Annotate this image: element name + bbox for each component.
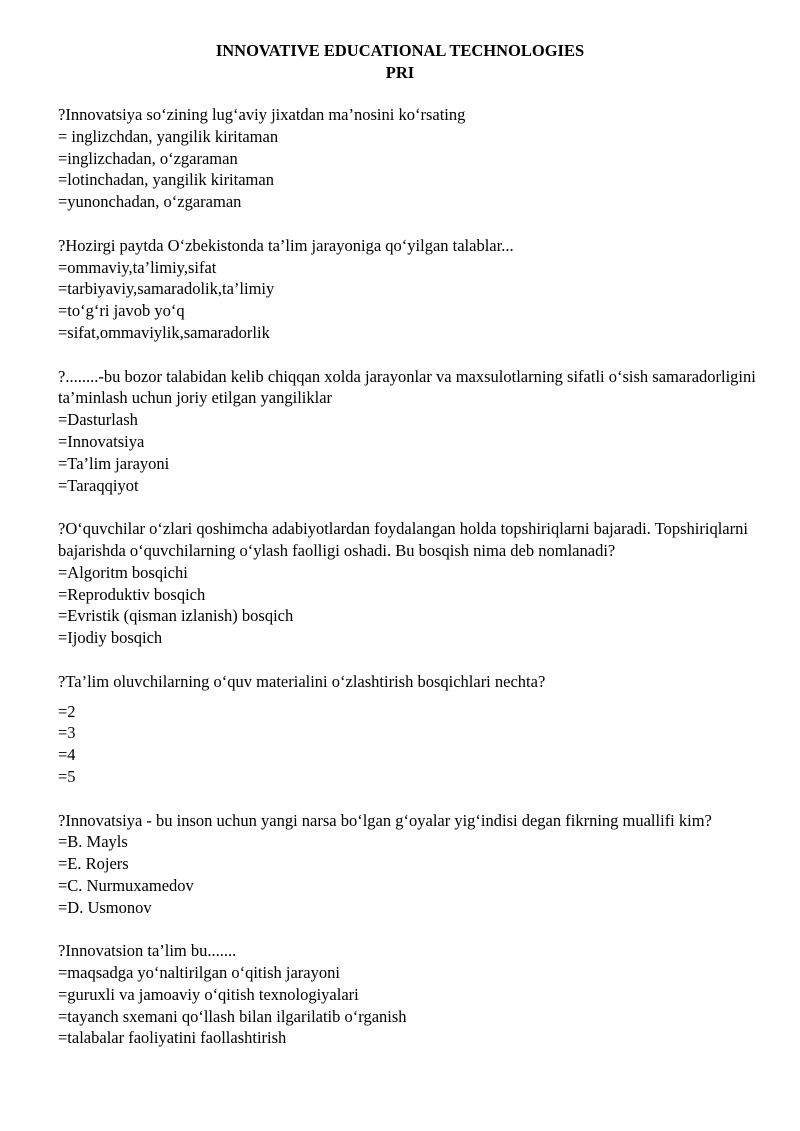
- answer-option: =Evristik (qisman izlanish) bosqich: [58, 606, 294, 626]
- answer-option: =Ijodiy bosqich: [58, 628, 163, 648]
- answer-option: =Ta’lim jarayoni: [58, 453, 170, 473]
- answer-option: =yunonchadan, o‘zgaraman: [58, 192, 242, 212]
- answer-option: =to‘g‘ri javob yo‘q: [58, 301, 185, 321]
- question-prompt: ?Ta’lim oluvchilarning o‘quv materialini o‘zlashtirish bosqichlari nechta?: [58, 671, 546, 691]
- answer-option: =guruxli va jamoaviy o‘qitish texnologiyalari: [58, 984, 359, 1004]
- title-line-2: PRI: [385, 62, 415, 82]
- document-title: [0, 40, 800, 83]
- answer-option: =lotinchadan, yangilik kiritaman: [58, 170, 274, 190]
- answer-option: =C. Nurmuxamedov: [58, 875, 194, 895]
- question-5: [58, 671, 758, 788]
- answer-option: =4: [58, 745, 76, 765]
- question-4: [58, 518, 758, 649]
- question-prompt: ?Innovatsion ta’lim bu.......: [58, 941, 237, 961]
- answer-option: =maqsadga yo‘naltirilgan o‘qitish jarayoni: [58, 963, 340, 983]
- question-prompt: ?O‘quvchilar o‘zlari qoshimcha adabiyotlardan foydalangan holda topshiriqlarni bajaradi. Topshiriqlarni bajarishda o‘quvchilarning o‘ylash faolligi oshadi. Bu bosqish nima deb nomlanadi?: [58, 519, 748, 560]
- answer-option: =2: [58, 701, 76, 721]
- answer-option: =Dasturlash: [58, 410, 138, 430]
- answer-option: =Taraqqiyot: [58, 475, 139, 495]
- answer-option: =Algoritm bosqichi: [58, 562, 188, 582]
- answer-option: =inglizchadan, o‘zgaraman: [58, 148, 238, 168]
- answer-option: =tarbiyaviy,samaradolik,ta’limiy: [58, 279, 275, 299]
- question-prompt: ?Innovatsiya so‘zining lug‘aviy jixatdan ma’nosini ko‘rsating: [58, 105, 466, 124]
- answer-option: =tayanch sxemani qo‘llash bilan ilgarilatib o‘rganish: [58, 1006, 407, 1026]
- answer-option: =Innovatsiya: [58, 431, 145, 451]
- question-prompt: ?Hozirgi paytda O‘zbekistonda ta’lim jarayoniga qo‘yilgan talablar...: [58, 235, 514, 255]
- answer-option: = inglizchdan, yangilik kiritaman: [58, 126, 279, 146]
- answer-option: =E. Rojers: [58, 854, 129, 874]
- question-1: [58, 104, 758, 213]
- answer-option: =D. Usmonov: [58, 897, 152, 917]
- answer-option: =talabalar faoliyatini faollashtirish: [58, 1028, 287, 1048]
- question-7: [58, 940, 758, 1049]
- answer-option: =3: [58, 723, 76, 743]
- answer-option: =B. Mayls: [58, 832, 128, 852]
- question-3: [58, 366, 758, 497]
- question-6: [58, 810, 758, 919]
- question-2: [58, 235, 758, 344]
- question-prompt: ?Innovatsiya - bu inson uchun yangi narsa bo‘lgan g‘oyalar yig‘indisi degan fikrning muallifi kim?: [58, 810, 712, 830]
- answer-option: =sifat,ommaviylik,samaradorlik: [58, 322, 270, 342]
- answer-option: =ommaviy,ta’limiy,sifat: [58, 257, 217, 277]
- question-prompt: ?........-bu bozor talabidan kelib chiqqan xolda jarayonlar va maxsulotlarning sifatli o‘sish samaradorligini ta’minlash uchun joriy etilgan yangiliklar: [58, 366, 756, 408]
- title-line-1: INNOVATIVE EDUCATIONAL TECHNOLOGIES: [215, 41, 585, 60]
- answer-option: =Reproduktiv bosqich: [58, 584, 206, 604]
- question-list: [58, 104, 758, 1071]
- answer-option: =5: [58, 766, 76, 786]
